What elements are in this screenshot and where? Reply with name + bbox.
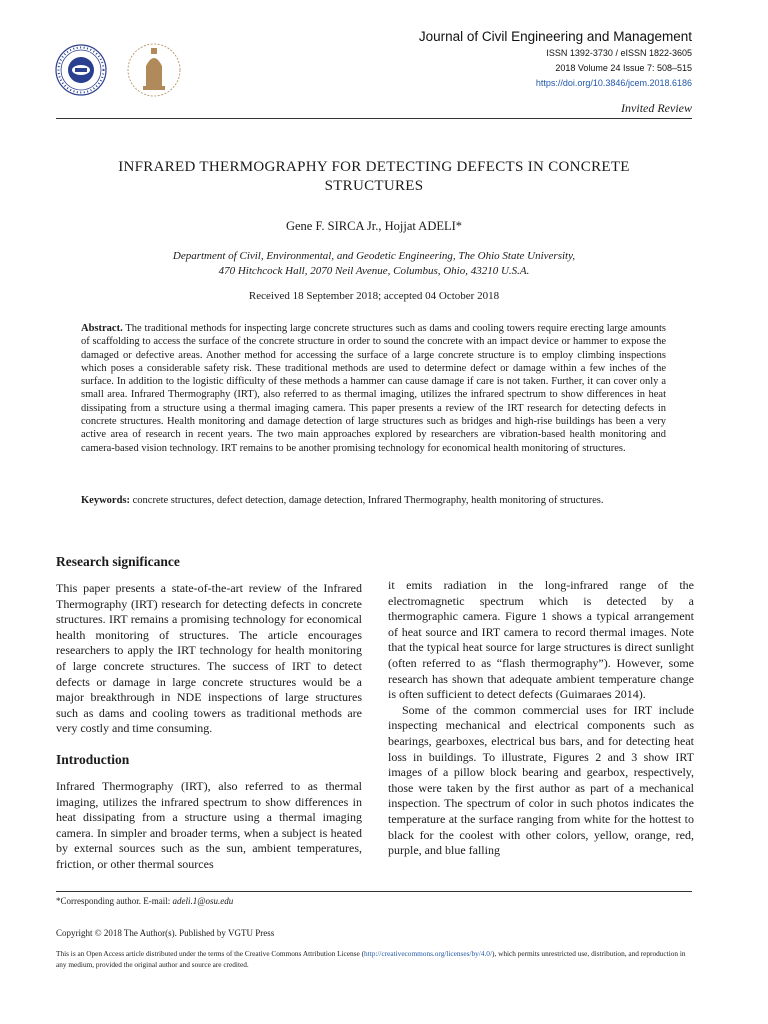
keywords-text: concrete structures, defect detection, damage detection, Infrared Thermography, health monitoring of structures.	[132, 495, 604, 506]
abstract	[81, 322, 666, 455]
title-line-1: INFRARED THERMOGRAPHY FOR DETECTING DEFECTS IN CONCRETE	[118, 159, 630, 175]
license-link[interactable]: http://creativecommons.org/licenses/by/4.0/	[364, 949, 492, 958]
affiliation-line-1: Department of Civil, Environmental, and Geodetic Engineering, The Ohio State University,	[172, 250, 576, 262]
heading-introduction: Introduction	[56, 751, 130, 767]
license-notice	[56, 948, 692, 970]
journal-header	[419, 28, 692, 91]
header-divider	[56, 118, 692, 119]
abstract-label: Abstract.	[81, 323, 123, 334]
author-email-link[interactable]: adeli.1@osu.edu	[172, 896, 234, 906]
keywords-label: Keywords:	[81, 495, 130, 506]
abstract-text: The traditional methods for inspecting large concrete structures such as dams and cooling towers require erecting large amounts of scaffolding to access the surface of the concrete structure in order to sound the concrete with an impact device or hammer to expose the damaged or defective areas. Another method for accessing the surface of a large concrete structure is to employ climbing inspections which poses a considerable safety risk. These traditional methods are used to determine defect or damage within a few inches of the surface. In addition to the logistic difficulty of these methods a hammer can cause damage if care is not taken. Further, it can cover only a small area. Infrared Thermography (IRT), also referred to as thermal imaging, utilizes the infrared spectrum to show differences in heat dissipating from a structure using a thermal imaging camera. This paper presents a review of the IRT research for detecting defects in concrete structures. Health monitoring and damage detection of large structures such as bridges and high-rise buildings has been a very active area of research in recent years. The two main approaches explored by researchers are vibration-based health monitoring and camera-based vision technology. IRT remains to be another promising technology for economical health monitoring of structures.	[81, 323, 667, 454]
corresponding-author-footnote	[56, 896, 233, 906]
right-column	[388, 578, 694, 859]
footer-divider	[56, 891, 692, 892]
right-column-paragraph-1: it emits radiation in the long-infrared range of the electromagnetic spectrum which is detected by a thermographic camera. Figure 1 shows a typical arrangement of heat source and IRT camera to record thermal images. Note that the typical heat source for large structures is direct sunlight (often referred to as “flash thermography”). However, some research has shown that adequate ambient temperature change is often sufficient to detect defects (Guimaraes 2014).	[388, 578, 694, 702]
license-text-post: ), which permits unrestricted use, distribution, and reproduction in any medium, provided the original author and source are credited.	[56, 949, 686, 969]
authors: Gene F. SIRCA Jr., Hojjat ADELI*	[285, 219, 463, 233]
article-type: Invited Review	[621, 101, 692, 115]
affiliation	[56, 249, 692, 279]
license-text-pre: This is an Open Access article distributed under the terms of the Creative Commons Attribution License (	[56, 949, 365, 958]
journal-volume: 2018 Volume 24 Issue 7: 508–515	[555, 63, 692, 73]
journal-issn: ISSN 1392-3730 / eISSN 1822-3605	[546, 48, 692, 58]
footnote-label: *Corresponding author. E-mail:	[56, 896, 171, 906]
research-significance-text: This paper presents a state-of-the-art review of the Infrared Thermography (IRT) research for detecting defects in concrete structures. IRT remains a promising technology for economical health monitoring of structures. The article encourages researchers to apply the IRT technology for health monitoring of large concrete structures. The success of IRT to detect defects or damage in large concrete structures would be a major breakthrough in NDE inspections of large structures such as dams and cooling towers as traditional methods are very costly and time consuming.	[56, 581, 362, 736]
heading-research-significance: Research significance	[56, 554, 180, 569]
left-column	[56, 553, 362, 873]
affiliation-line-2: 470 Hitchcock Hall, 2070 Neil Avenue, Columbus, Ohio, 43210 U.S.A.	[218, 265, 530, 277]
introduction-text: Infrared Thermography (IRT), also referred to as thermal imaging, utilizes the infrared spectrum to show differences in heat dissipating from a structure using a thermal imaging camera. In simpler and broader terms, when a subject is heated by external sources such as the sun, ambient temperatures, friction, or other thermal sources	[56, 778, 362, 871]
received-dates: Received 18 September 2018; accepted 04 October 2018	[248, 290, 500, 302]
journal-logos	[54, 40, 184, 100]
paper-title	[56, 158, 692, 196]
journal-name: Journal of Civil Engineering and Management	[418, 29, 692, 44]
keywords	[81, 494, 666, 507]
publisher-logo-icon	[54, 40, 184, 100]
right-column-paragraph-2: Some of the common commercial uses for IRT include inspecting mechanical and electrical components such as bearings, gearboxes, electrical bus bars, and for detecting heat loss in buildings. To illustrate, Figures 2 and 3 show IRT images of a pillow block bearing and gearbox, respectively, those were taken by the first author as part of a mechanical inspection. The spectrum of color in such photos indicates the temperature at the surface ranging from white for the hottest to black for the coolest with other colors, yellow, orange, red, purple, and blue falling	[388, 702, 694, 858]
title-line-2: STRUCTURES	[324, 178, 424, 194]
doi-link[interactable]: https://doi.org/10.3846/jcem.2018.6186	[535, 78, 692, 88]
copyright: Copyright © 2018 The Author(s). Published by VGTU Press	[56, 928, 275, 938]
